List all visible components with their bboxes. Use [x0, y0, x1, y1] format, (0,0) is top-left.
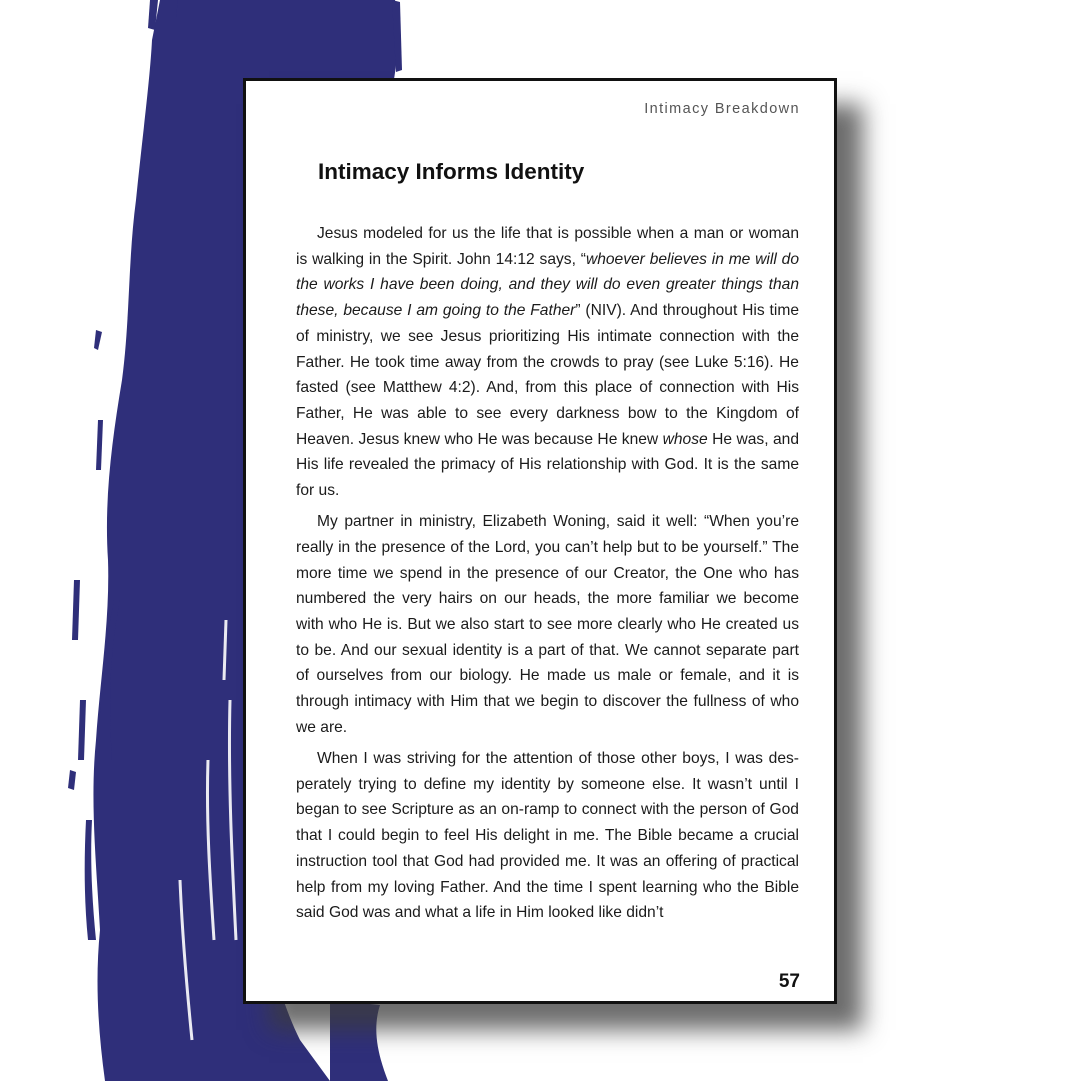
- chapter-heading: Intimacy Informs Identity: [318, 159, 585, 184]
- page-number: 57: [778, 971, 800, 992]
- emphasis: whose: [662, 430, 708, 448]
- running-head: Intimacy Breakdown: [644, 101, 800, 117]
- paragraph-1: Jesus modeled for us the life that is possible when a man or woman is walking in the Spirit. John 14:12 says, “whoever believes in me will do the works I have been doing, and they will do even greater things than these, because I am going to the Father” (NIV). And throughout His time of ministry, we see Jesus prioritizing His intimate connection with the Father. He took time away from the crowds to pray (see Luke 5:16). He fasted (see Matthew 4:2). And, from this place of connection with His Father, He was able to see every darkness bow to the Kingdom of Heaven. Jesus knew who He was because He knew whose He was, and His life revealed the primacy of His relationship with God. It is the same for us.: [296, 225, 799, 500]
- body-text: [296, 221, 799, 931]
- book-page: [243, 78, 837, 1004]
- paragraph-3: When I was striving for the attention of those other boys, I was desperately trying to define my identity by someone else. It wasn’t until I began to see Scripture as an on-ramp to connect with the person of God that I could begin to feel His delight in me. The Bible became a crucial instruction tool that God had provided me. It was an offering of practical help from my loving Father. And the time I spent learning who the Bible said God was and what a life in Him looked like didn’t: [296, 750, 799, 922]
- paragraph-2: My partner in ministry, Elizabeth Woning, said it well: “When you’re really in the presence of the Lord, you can’t help but to be yourself.” The more time we spend in the presence of our Creator, the One who has numbered the very hairs on our heads, the more familiar we become with who He is. But we also start to see more clearly who He created us to be. And our sexual identity is a part of that. We cannot separate part of ourselves from our biology. He made us male or female, and it is through intimacy with Him that we begin to discover the fullness of who we are.: [296, 513, 799, 736]
- scripture-quote: whoever believes in me will do the works I have been doing, and they will do even greater things than these, because I am going to the Father: [296, 250, 799, 320]
